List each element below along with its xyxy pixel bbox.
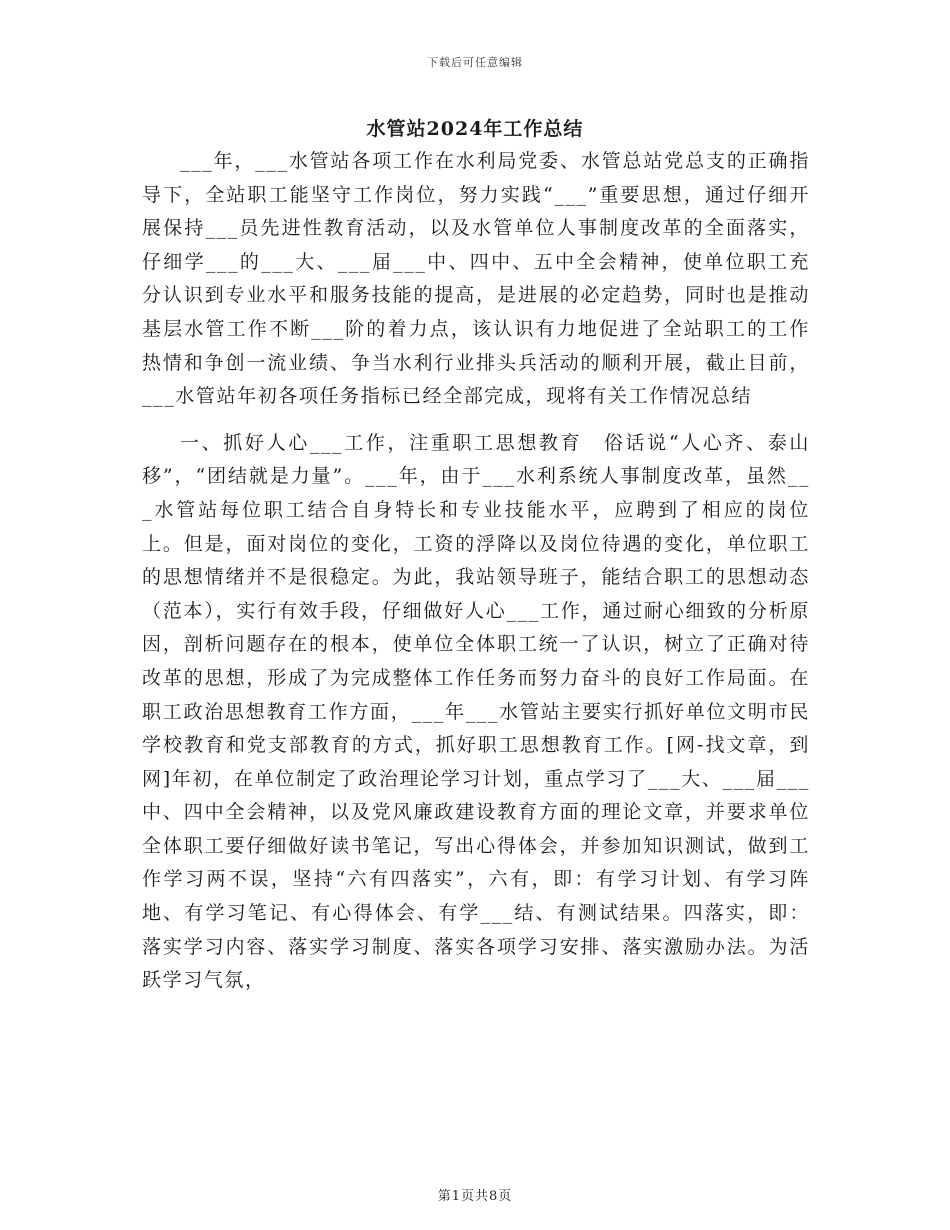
body-paragraph: ___年，___水管站各项工作在水利局党委、水管总站党总支的正确指导下，全站职工能坚守工作岗位，努力实践“___”重要思想，通过仔细开展保持___员先进性教育活动，以及水管单位人事制度改革的全面落实，仔细学___的___大、___届___中、四中、五中全会精神，使单位职工充分认识到专业水平和服务技能的提高，是进展的必定趋势，同时也是推动基层水管工作不断___阶的着力点，该认识有力地促进了全站职工的工作热情和争创一流业绩、争当水利行业排头兵活动的顺利开展，截止目前，___水管站年初各项任务指标已经全部完成，现将有关工作情况总结	[142, 150, 810, 408]
header-note: 下载后可任意编辑	[427, 56, 523, 69]
body-paragraph: 一、抓好人心___工作，注重职工思想教育 俗话说“人心齐、泰山移”，“团结就是力量”。___年，由于___水利系统人事制度改革，虽然___水管站每位职工结合自身特长和专业技能水平，应聘到了相应的岗位上。但是，面对岗位的变化，工资的浮降以及岗位待遇的变化，单位职工的思想情绪并不是很稳定。为此，我站领导班子，能结合职工的思想动态（范本），实行有效手段，仔细做好人心___工作，通过耐心细致的分析原因，剖析问题存在的根本，使单位全体职工统一了认识，树立了正确对待改革的思想，形成了为完成整体工作任务而努力奋斗的良好工作局面。在职工政治思想教育工作方面，___年___水管站主要实行抓好单位文明市民学校教育和党支部教育的方式，抓好职工思想教育工作。[网-找文章，到网]年初，在单位制定了政治理论学习计划，重点学习了___大、___届___中、四中全会精神，以及党风廉政建设教育方面的理论文章，并要求单位全体职工要仔细做好读书笔记，写出心得体会，并参加知识测试，做到工作学习两不误，坚持“六有四落实”，六有，即：有学习计划、有学习阵地、有学习笔记、有心得体会、有学___结、有测试结果。四落实，即：落实学习内容、落实学习制度、落实各项学习安排、落实激励办法。为活跃学习气氛，	[142, 431, 810, 992]
page-number: 第1页共8页	[437, 1189, 513, 1204]
document-body	[142, 145, 810, 998]
document-title: 水管站2024年工作总结	[366, 118, 584, 140]
